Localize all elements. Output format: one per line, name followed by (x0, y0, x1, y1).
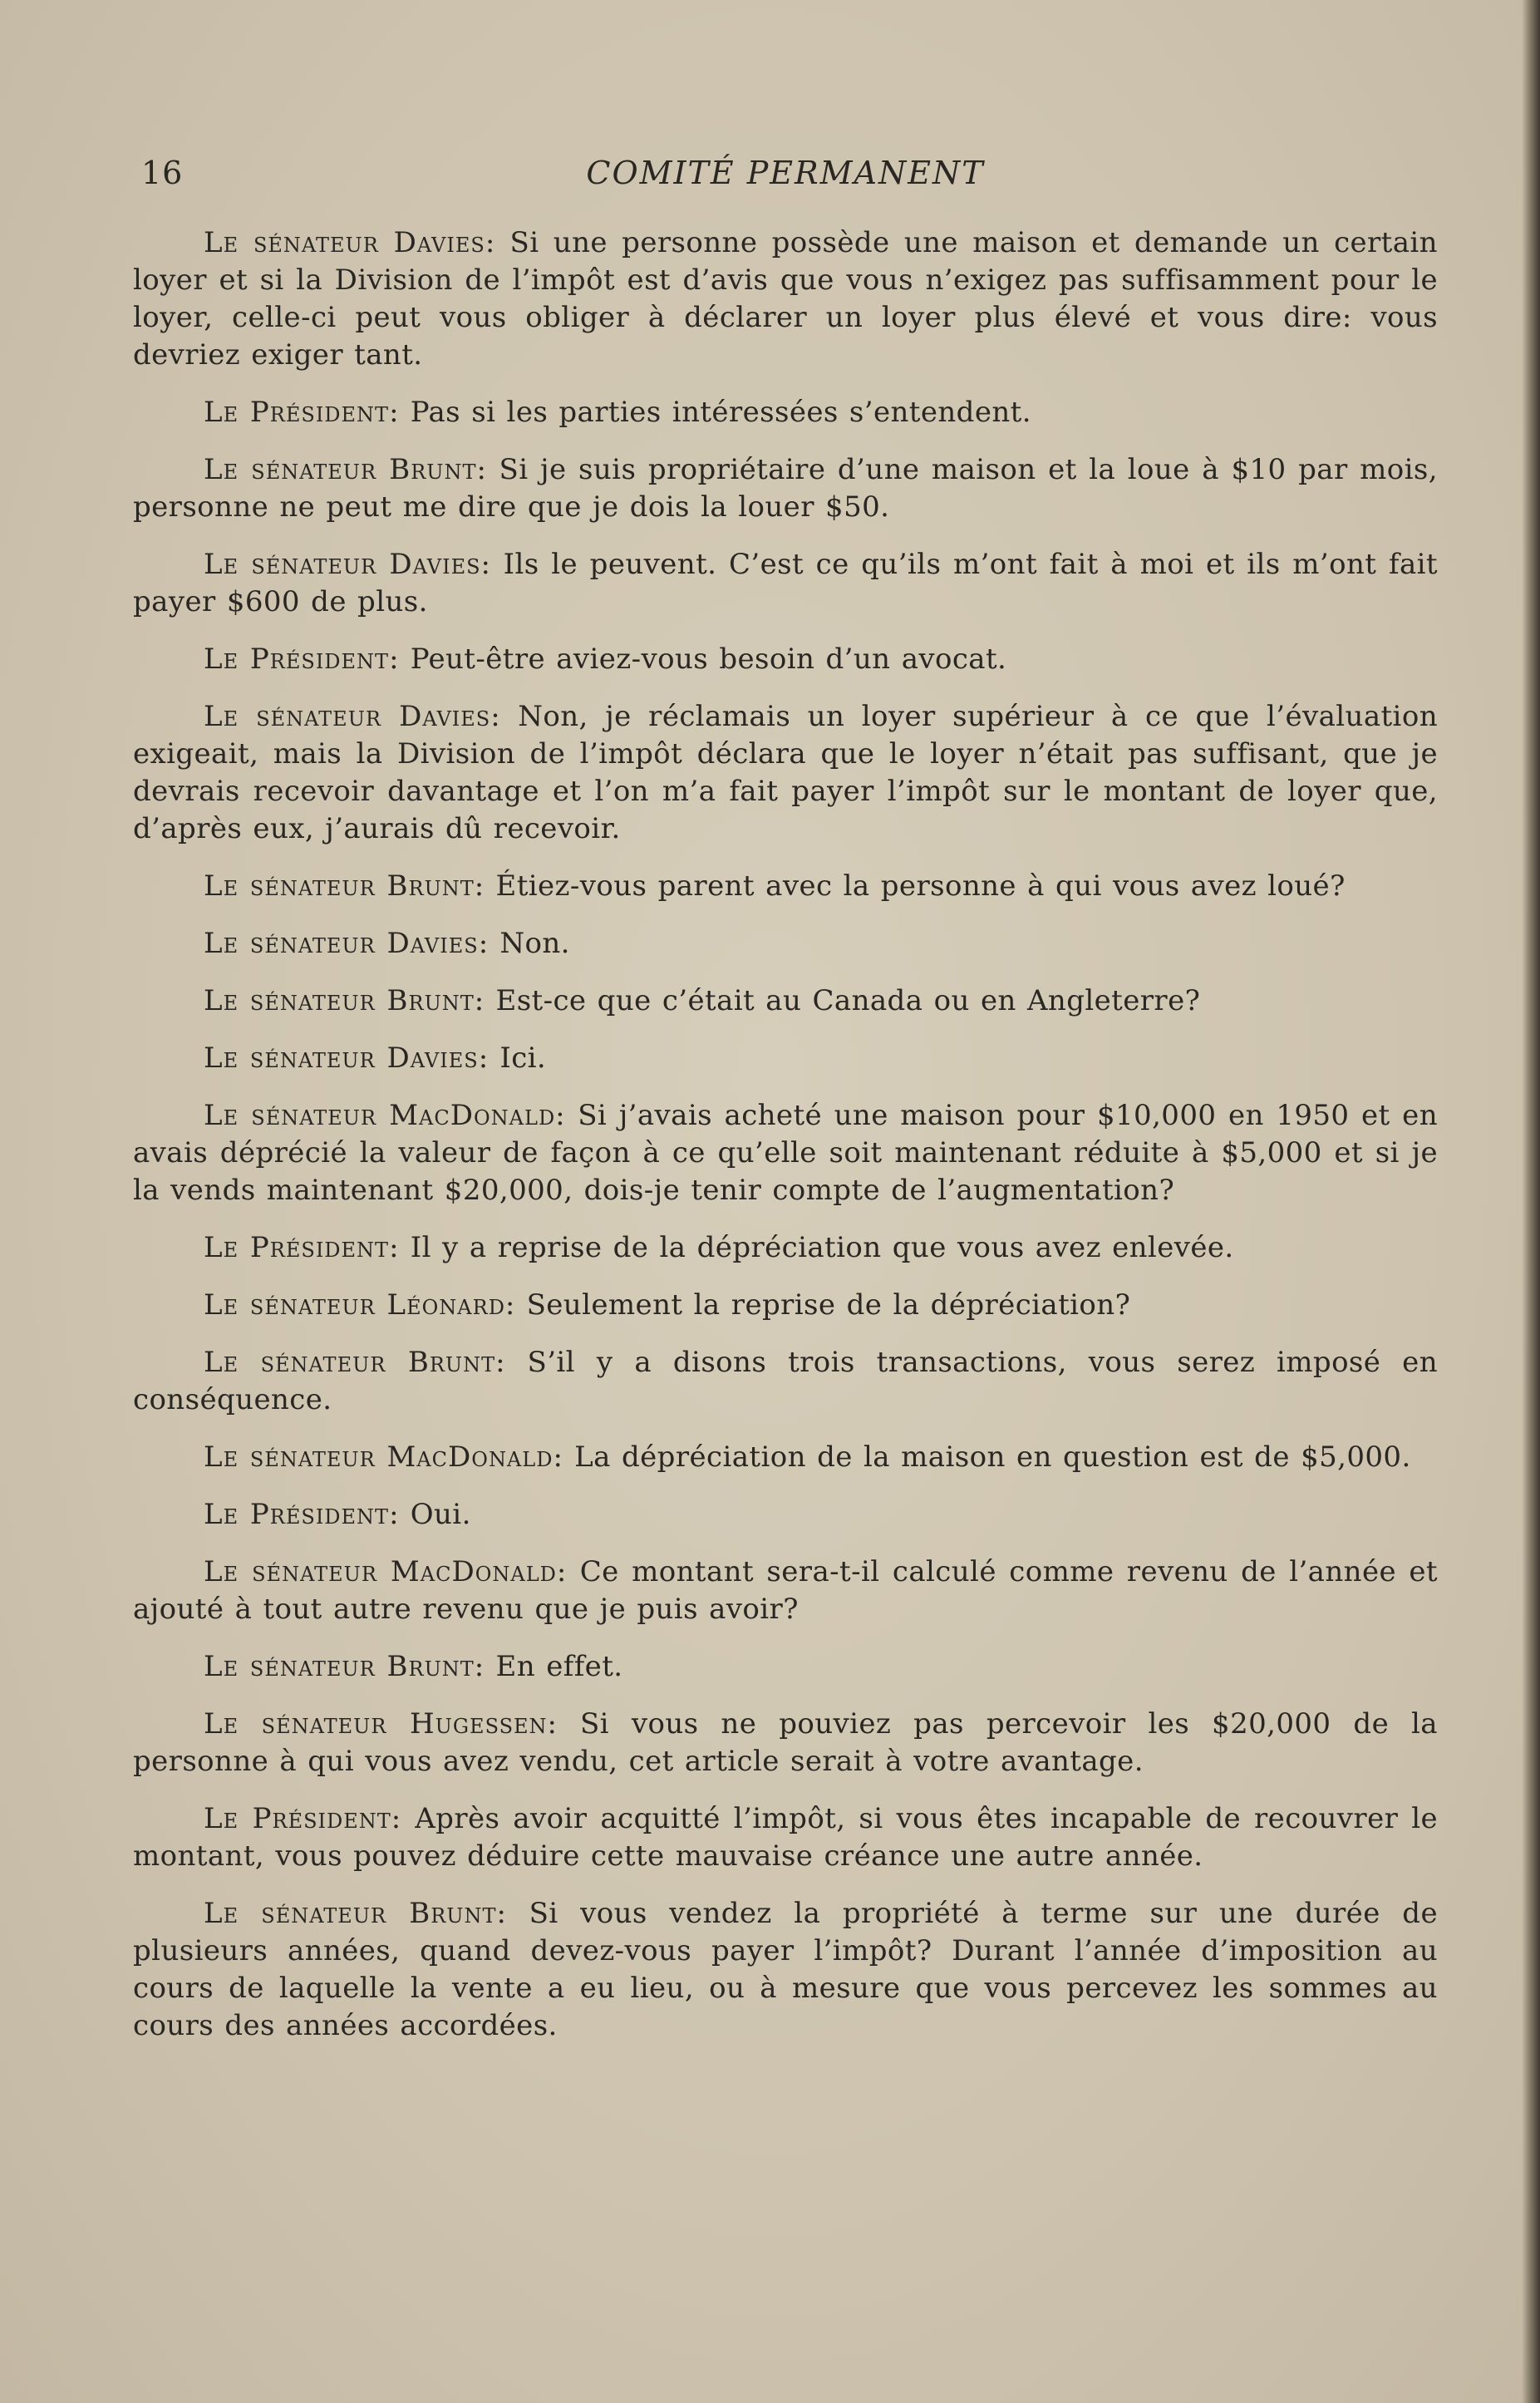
speech-text: Si vous vendez la propriété à terme sur une durée de plusieurs années, quand devez-vous payer l’impôt? Durant l’année d’imposition au cours de laquelle la vente a eu lieu, ou à mesure que vous percevez les sommes au cours des années accordées. (133, 1897, 1438, 2042)
speech-text: Ici. (489, 1041, 547, 1075)
speech-text: Non, je réclamais un loyer supérieur à ce que l’évaluation exigeait, mais la Division de l’impôt déclara que le loyer n’était pas suffisant, que je devrais recevoir davantage et l’on m’a fait payer l’impôt sur le montant de loyer que, d’après eux, j’aurais dû recevoir. (133, 700, 1438, 845)
speaker-name: Le Président: (204, 396, 400, 429)
speaker-name: Le sénateur Léonard: (204, 1288, 516, 1322)
speech-text: Est-ce que c’était au Canada ou en Angleterre? (485, 984, 1201, 1017)
speaker-name: Le sénateur Davies: (204, 700, 501, 733)
speech-text: Si une personne possède une maison et demande un certain loyer et si la Division de l’impôt est d’avis que vous n’exigez pas suffisamment pour le loyer, celle-ci peut vous obliger à déclarer un loyer plus élevé et vous dire: vous devriez exiger tant. (133, 226, 1438, 372)
speech-text: Pas si les parties intéressées s’entendent. (399, 396, 1031, 429)
speaker-name: Le Président: (204, 643, 400, 676)
transcript-paragraph (133, 698, 1438, 848)
speaker-name: Le sénateur MacDonald: (204, 1440, 563, 1474)
transcript-paragraph (133, 868, 1438, 905)
speaker-name: Le sénateur Brunt: (204, 453, 487, 486)
speaker-name: Le sénateur Brunt: (204, 1346, 506, 1379)
speaker-name: Le Président: (204, 1802, 402, 1835)
speaker-name: Le sénateur Brunt: (204, 984, 485, 1017)
speaker-name: Le sénateur MacDonald: (204, 1099, 566, 1132)
speech-text: Si j’avais acheté une maison pour $10,000 en 1950 et en avais déprécié la valeur de façon à ce qu’elle soit maintenant réduite à $5,000 et si je la vends maintenant $20,000, dois-je tenir compte de l’augmentation? (133, 1099, 1438, 1207)
speaker-name: Le sénateur Brunt: (204, 869, 485, 903)
transcript-paragraph (133, 1554, 1438, 1628)
speech-text: Seulement la reprise de la dépréciation? (515, 1288, 1131, 1322)
running-head (133, 150, 1438, 199)
speaker-name: Le sénateur Davies: (204, 548, 491, 581)
speech-text: Étiez-vous parent avec la personne à qui vous avez loué? (485, 869, 1346, 903)
speaker-name: Le sénateur Brunt: (204, 1650, 485, 1683)
speech-text: Oui. (399, 1498, 471, 1531)
speaker-name: Le sénateur Davies: (204, 226, 496, 259)
speaker-name: Le sénateur Brunt: (204, 1897, 507, 1930)
transcript-paragraph (133, 546, 1438, 621)
speaker-name: Le sénateur Davies: (204, 1041, 490, 1075)
page-title: COMITÉ PERMANENT (586, 155, 985, 191)
transcript-paragraph (133, 641, 1438, 678)
transcript-paragraph (133, 1895, 1438, 2045)
transcript-paragraph (133, 451, 1438, 526)
speech-text: Après avoir acquitté l’impôt, si vous êtes incapable de recouvrer le montant, vous pouvez déduire cette mauvaise créance une autre année. (133, 1802, 1438, 1873)
transcript-paragraph (133, 1648, 1438, 1686)
page-number: 16 (141, 155, 184, 191)
transcript-paragraph (133, 1344, 1438, 1419)
transcript-paragraph (133, 224, 1438, 374)
speech-text: Si vous ne pouviez pas percevoir les $20,000 de la personne à qui vous avez vendu, cet article serait à votre avantage. (133, 1707, 1438, 1778)
speech-text: En effet. (485, 1650, 623, 1683)
speaker-name: Le sénateur Hugessen: (204, 1707, 558, 1741)
speech-text: Ce montant sera-t-il calculé comme revenu de l’année et ajouté à tout autre revenu que je puis avoir? (133, 1555, 1438, 1626)
transcript-paragraph (133, 925, 1438, 963)
speech-text: Ils le peuvent. C’est ce qu’ils m’ont fait à moi et ils m’ont fait payer $600 de plus. (133, 548, 1438, 618)
transcript-paragraph (133, 982, 1438, 1020)
speech-text: Non. (489, 927, 570, 960)
speaker-name: Le sénateur Davies: (204, 927, 490, 960)
transcript-paragraph (133, 1496, 1438, 1534)
transcript-paragraph (133, 1706, 1438, 1780)
speaker-name: Le sénateur MacDonald: (204, 1555, 568, 1588)
transcript-paragraph (133, 1800, 1438, 1875)
transcript-paragraph (133, 1097, 1438, 1209)
speech-text: La dépréciation de la maison en question est de $5,000. (563, 1440, 1411, 1474)
speech-text: Il y a reprise de la dépréciation que vous avez enlevée. (399, 1231, 1234, 1264)
speaker-name: Le Président: (204, 1498, 400, 1531)
speech-text: S’il y a disons trois transactions, vous serez imposé en conséquence. (133, 1346, 1439, 1416)
transcript-paragraph (133, 1040, 1438, 1077)
speaker-name: Le Président: (204, 1231, 400, 1264)
transcript-paragraph (133, 1229, 1438, 1267)
transcript-paragraph (133, 394, 1438, 431)
page-binding-edge (1522, 0, 1540, 2403)
speech-text: Peut-être aviez-vous besoin d’un avocat. (399, 643, 1007, 676)
speech-text: Si je suis propriétaire d’une maison et la loue à $10 par mois, personne ne peut me dire que je dois la louer $50. (133, 453, 1438, 524)
transcript-body (133, 224, 1438, 2045)
transcript-paragraph (133, 1287, 1438, 1324)
document-page (133, 150, 1438, 2065)
transcript-paragraph (133, 1439, 1438, 1476)
